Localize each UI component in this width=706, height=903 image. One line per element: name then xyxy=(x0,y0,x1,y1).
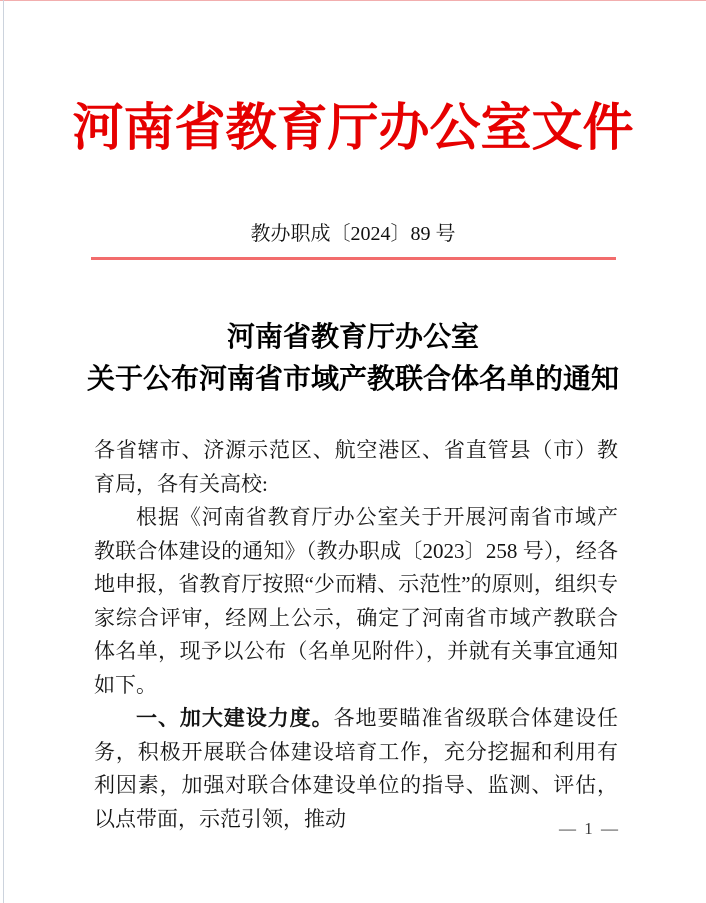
item1-text: 各地要瞄准省级联合体建设任务，积极开展联合体建设培育工作，充分挖掘和利用有利因素，加强对联合体建设单位的指导、监测、评估，以点带面，示范引领，推动 xyxy=(94,706,619,831)
document-number: 教办职成〔2024〕89 号 xyxy=(250,223,456,245)
scan-top-edge-line xyxy=(0,0,706,1)
item1-paragraph xyxy=(94,702,618,836)
document-body xyxy=(94,434,618,836)
salutation-paragraph: 各省辖市、济源示范区、航空港区、省直管县（市）教育局，各有关高校: xyxy=(94,438,618,496)
intro-paragraph: 根据《河南省教育厅办公室关于开展河南省市域产教联合体建设的通知》（教办职成〔2023〕258 号），经各地申报，省教育厅按照“少而精、示范性”的原则，组织专家综合评审，经网上公示，确定了河南省市域产教联合体名单，现予以公布（名单见附件），并就有关事宜通知如下。 xyxy=(94,505,618,697)
document-title-line1: 河南省教育厅办公室 xyxy=(226,322,479,353)
page-number: — 1 — xyxy=(559,819,620,838)
scan-left-edge-line xyxy=(3,0,4,903)
red-divider-line xyxy=(91,257,616,260)
document-header-title: 河南省教育厅办公室文件 xyxy=(72,101,634,157)
document-title xyxy=(0,317,706,401)
item1-heading: 一、加大建设力度。 xyxy=(136,707,334,730)
document-title-line2: 关于公布河南省市域产教联合体名单的通知 xyxy=(86,364,619,395)
